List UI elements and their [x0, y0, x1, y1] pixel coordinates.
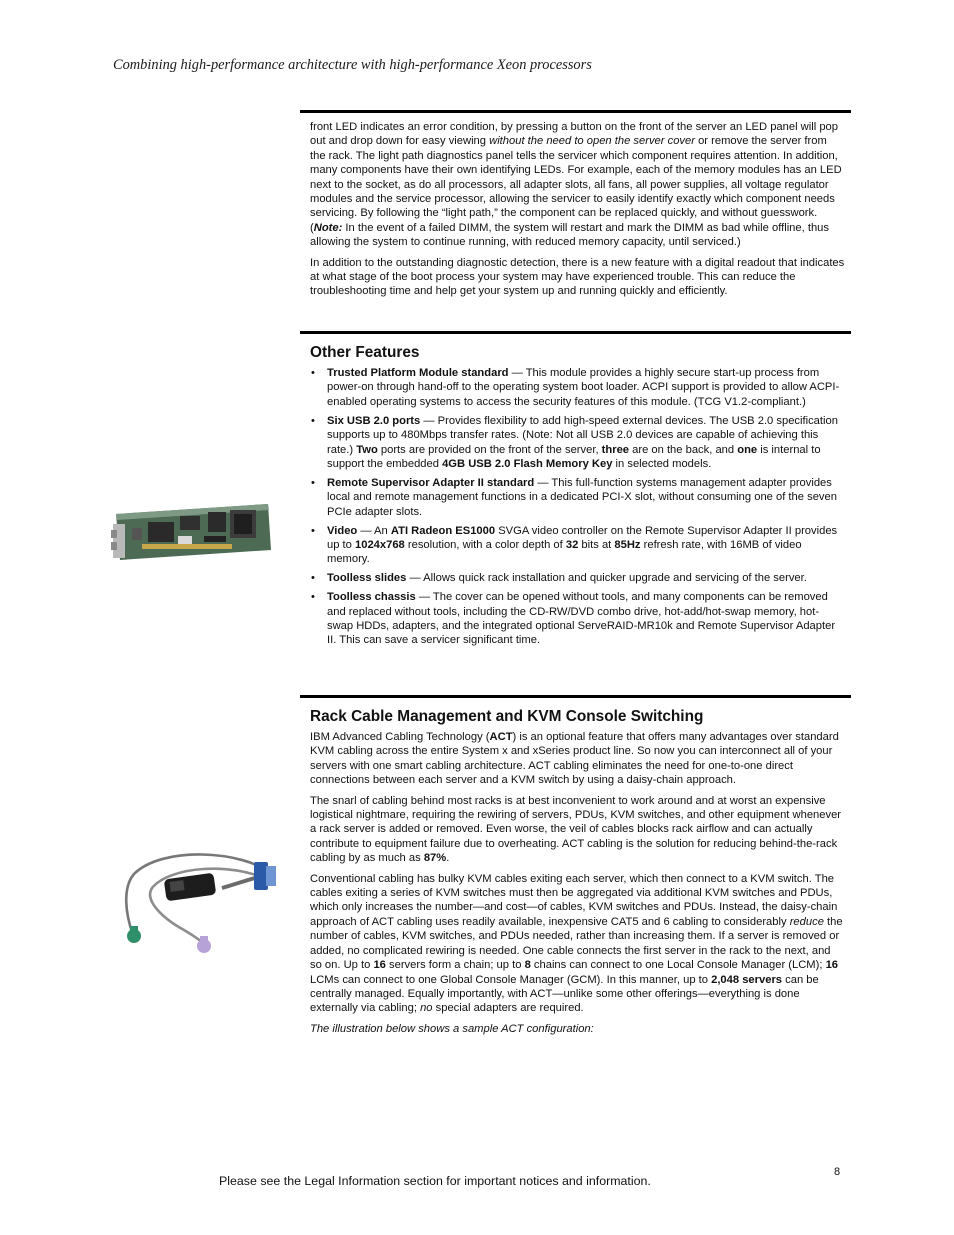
kvm-cable-image [122, 852, 288, 954]
paragraph: In addition to the outstanding diagnostic detection, there is a new feature with a digital readout that indicates at what stage of the boot process your system may have experienced trouble. This can reduce the troubleshooting time and help get your system up and running quickly and efficiently. [310, 256, 845, 298]
footer-notice: Please see the Legal Information section for important notices and information. [219, 1174, 651, 1188]
bullet-icon: • [311, 414, 315, 427]
bullet-icon: • [311, 476, 315, 489]
list-item [310, 476, 845, 519]
section-heading: Rack Cable Management and KVM Console Switching [310, 708, 704, 725]
list-item-text: Trusted Platform Module standard — This module provides a highly secure start-up process from power-on through hand-off to the operating system boot loader. ACPI support is provided to allow ACPI-enabled operating systems to access the security features of this module. (TCG V1.2-compliant.) [327, 367, 840, 408]
adapter-card-image [108, 500, 274, 565]
list-item [310, 414, 845, 472]
bullet-icon: • [311, 524, 315, 537]
paragraph: front LED indicates an error condition, by pressing a button on the front of the server an LED panel will pop out and drop down for easy viewing without the need to open the server cover or remove the server from the rack. The light path diagnostics panel tells the servicer which component requires attention. In addition, many components have their own identifying LEDs. For example, each of the memory modules has an LED next to the socket, as do all processors, all adapter slots, all fans, all power supplies, all voltage regulator modules and the service processor, allowing the servicer to easily identify exactly which component needs servicing. By following the “light path,” the component can be replaced quickly, and without guesswork. (Note: In the event of a failed DIMM, the system will restart and mark the DIMM as bad while offline, thus allowing the system to continue running, with reduced memory capacity, until serviced.) [310, 121, 842, 249]
section-rule [300, 331, 851, 334]
feature-list [310, 366, 845, 648]
bullet-icon: • [311, 367, 315, 379]
section-rule [300, 695, 851, 698]
list-item [310, 366, 845, 409]
page-number: 8 [834, 1166, 841, 1178]
section-heading: Other Features [310, 344, 420, 361]
list-item-text: Remote Supervisor Adapter II standard — This full-function systems management adapter provides local and remote management functions in a dedicated PCI-X slot, without consuming one of the seven PCIe adapter slots. [327, 476, 837, 518]
continued-section [300, 110, 851, 305]
paragraph: The snarl of cabling behind most racks is at best inconvenient to work around and at worst an expensive logistical nightmare, requiring the rewiring of servers, PDUs, KVM switches, and other equipment whenever a rack server is added or removed. Even worse, the veil of cables blocks rack airflow and can actually contribute to equipment failure due to overheating. ACT cabling is the solution for reducing behind-the-rack cabling by as much as 87%. [310, 794, 842, 865]
other-features-section [300, 331, 851, 652]
list-item [310, 571, 845, 585]
bullet-icon: • [311, 591, 315, 604]
list-item [310, 590, 845, 648]
bullet-icon: • [311, 572, 315, 585]
paragraph: IBM Advanced Cabling Technology (ACT) is an optional feature that offers many advantages over standard KVM cabling across the entire System x and xSeries product line. So now you can interconnect all of your servers with one smart cabling architecture. ACT cabling eliminates the need for one-to-one direct connections between each server and a KVM switch by using a daisy-chain approach. [310, 731, 839, 787]
list-item-text: Six USB 2.0 ports — Provides flexibility to add high-speed external devices. The USB 2.0 specification supports up to 480Mbps transfer rates. (Note: Not all USB 2.0 devices are capable of achieving this rate.) Two ports are provided on the front of the server, three are on the back, and one is internal to support the embedded 4GB USB 2.0 Flash Memory Key in selected models. [327, 414, 838, 470]
paragraph: Conventional cabling has bulky KVM cables exiting each server, which then connect to a KVM switch. The cables exiting a series of KVM switches must then be aggregated via additional KVM switches and PDUs, which only increases the number—and cost—of cables, KVM switches and PDUs. Instead, the daisy-chain approach of ACT cabling uses readily available, inexpensive CAT5 and 6 cabling to considerably reduce the number of cables, KVM switches, and PDUs needed, rather than increasing them. If a server is removed or added, no complicated rewiring is needed. One cable connects the first server in the rack to the next, and so on. Up to 16 servers form a chain; up to 8 chains can connect to one Local Console Manager (LCM); 16 LCMs can connect to one Global Console Manager (GCM). In this manner, up to 2,048 servers can be centrally managed. Equally importantly, with ACT—unlike some other offerings—everything is done externally via cabling; no special adapters are required. [310, 872, 843, 1015]
caption: The illustration below shows a sample ACT configuration: [310, 1022, 594, 1035]
continued-text [300, 113, 851, 299]
rack-cable-section [300, 695, 851, 1042]
list-item-text: Toolless chassis — The cover can be opened without tools, and many components can be removed and replaced without tools, including the CD-RW/DVD combo drive, hot-add/hot-swap memory, hot-swap HDDs, adapters, and the integrated optional ServeRAID-MR10k and Remote Supervisor Adapter II. This can save a servicer significant time. [327, 591, 836, 647]
list-item-text: Video — An ATI Radeon ES1000 SVGA video controller on the Remote Supervisor Adapter II provides up to 1024x768 resolution, with a color depth of 32 bits at 85Hz refresh rate, with 16MB of video memory. [327, 524, 838, 566]
list-item [310, 524, 845, 567]
running-header: Combining high-performance architecture with high-performance Xeon processors [113, 57, 592, 73]
list-item-text: Toolless slides — Allows quick rack installation and quicker upgrade and servicing of the server. [327, 572, 807, 585]
